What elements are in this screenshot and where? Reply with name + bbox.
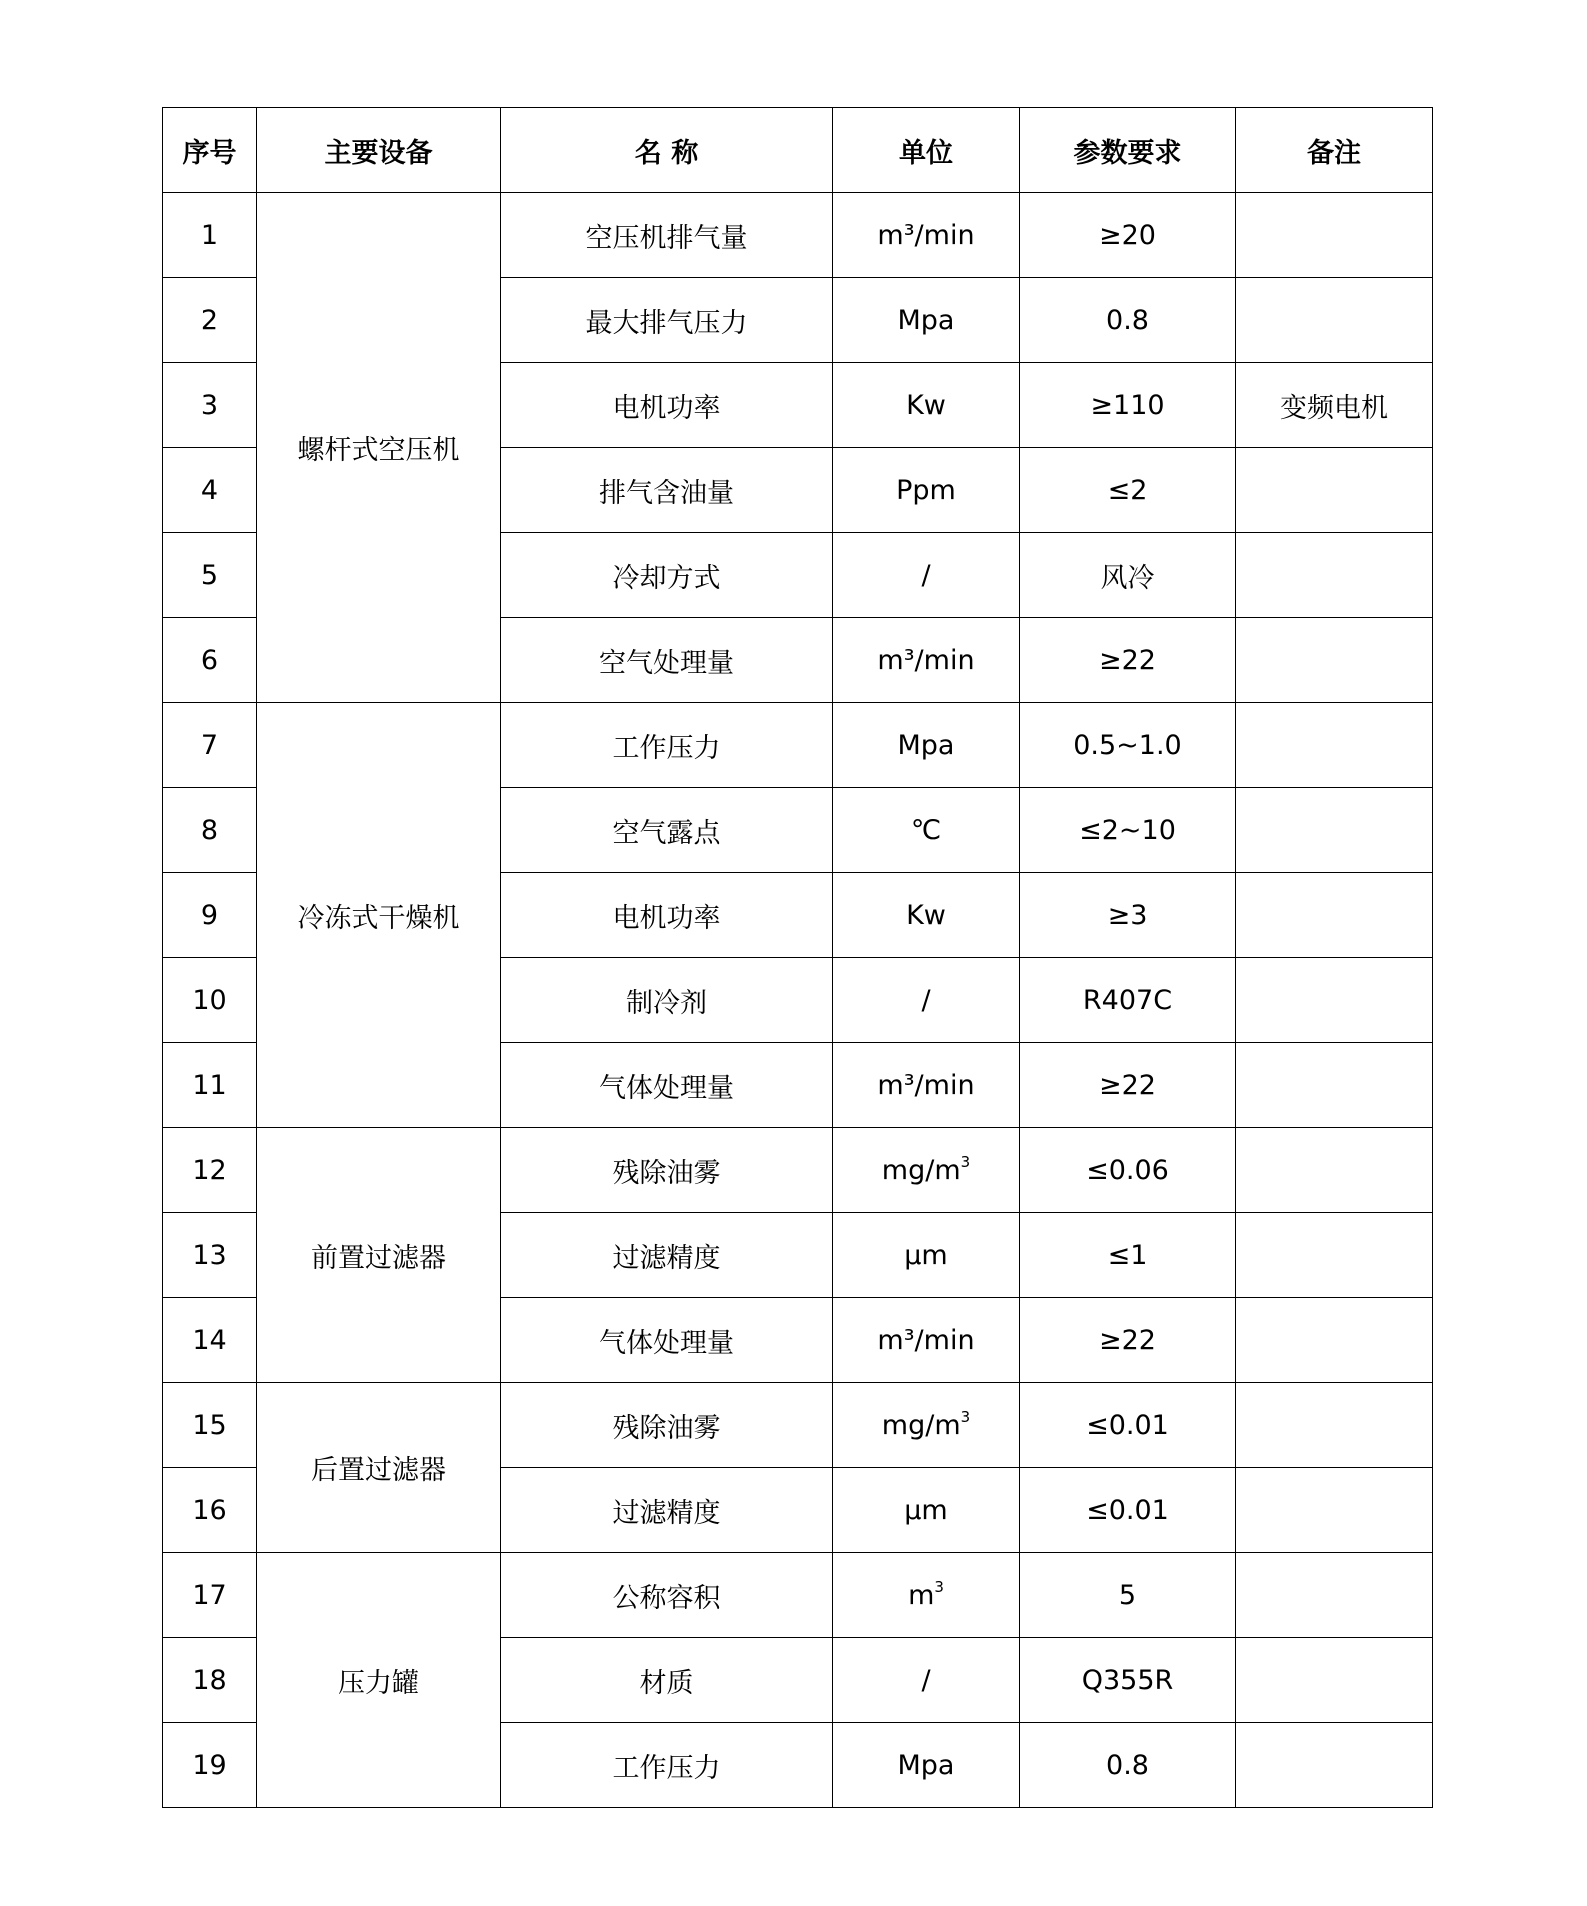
requirement-value: 0.8 bbox=[1020, 1723, 1236, 1808]
unit-cell bbox=[833, 958, 1020, 1043]
header-requirement: 参数要求 bbox=[1020, 108, 1236, 193]
parameter-name: 气体处理量 bbox=[501, 1043, 833, 1128]
requirement-value: ≥22 bbox=[1020, 1298, 1236, 1383]
unit-text: / bbox=[921, 559, 931, 591]
requirement-value: 5 bbox=[1020, 1553, 1236, 1638]
requirement-value: ≥110 bbox=[1020, 363, 1236, 448]
unit-text: Mpa bbox=[897, 729, 955, 761]
requirement-value: R407C bbox=[1020, 958, 1236, 1043]
unit-cell bbox=[833, 533, 1020, 618]
unit-cell bbox=[833, 618, 1020, 703]
parameter-name: 材质 bbox=[501, 1638, 833, 1723]
unit-text: m³/min bbox=[877, 1069, 975, 1101]
requirement-value: ≤1 bbox=[1020, 1213, 1236, 1298]
unit-cell bbox=[833, 363, 1020, 448]
table-body bbox=[163, 193, 1433, 1808]
unit-cell bbox=[833, 1298, 1020, 1383]
parameter-name: 残除油雾 bbox=[501, 1383, 833, 1468]
unit-cell bbox=[833, 278, 1020, 363]
unit-text: mg/m bbox=[881, 1409, 961, 1441]
equipment-cell: 压力罐 bbox=[257, 1553, 501, 1808]
row-index: 17 bbox=[163, 1553, 257, 1638]
unit-superscript: 3 bbox=[960, 1407, 971, 1426]
table-row bbox=[163, 703, 1433, 788]
remark-cell bbox=[1236, 873, 1433, 958]
table-row bbox=[163, 1128, 1433, 1213]
unit-cell bbox=[833, 1213, 1020, 1298]
unit-cell bbox=[833, 1638, 1020, 1723]
unit-cell bbox=[833, 1128, 1020, 1213]
unit-superscript: 3 bbox=[934, 1577, 944, 1596]
parameter-name: 最大排气压力 bbox=[501, 278, 833, 363]
row-index: 6 bbox=[163, 618, 257, 703]
table-row bbox=[163, 1383, 1433, 1468]
unit-text: Ppm bbox=[896, 474, 956, 506]
parameter-name: 公称容积 bbox=[501, 1553, 833, 1638]
remark-cell bbox=[1236, 1043, 1433, 1128]
remark-cell bbox=[1236, 1383, 1433, 1468]
row-index: 1 bbox=[163, 193, 257, 278]
unit-cell bbox=[833, 873, 1020, 958]
unit-text: Kw bbox=[906, 899, 946, 931]
equipment-cell: 冷冻式干燥机 bbox=[257, 703, 501, 1128]
requirement-value: ≥20 bbox=[1020, 193, 1236, 278]
parameter-name: 过滤精度 bbox=[501, 1213, 833, 1298]
unit-text: ℃ bbox=[910, 814, 942, 846]
unit-text: Kw bbox=[906, 389, 946, 421]
row-index: 15 bbox=[163, 1383, 257, 1468]
remark-cell bbox=[1236, 703, 1433, 788]
unit-cell bbox=[833, 448, 1020, 533]
remark-cell bbox=[1236, 193, 1433, 278]
requirement-value: ≥3 bbox=[1020, 873, 1236, 958]
remark-cell bbox=[1236, 1638, 1433, 1723]
spec-table bbox=[162, 107, 1433, 1808]
row-index: 7 bbox=[163, 703, 257, 788]
unit-text: / bbox=[921, 984, 931, 1016]
remark-cell bbox=[1236, 1553, 1433, 1638]
unit-cell bbox=[833, 1043, 1020, 1128]
requirement-value: Q355R bbox=[1020, 1638, 1236, 1723]
row-index: 14 bbox=[163, 1298, 257, 1383]
unit-cell bbox=[833, 788, 1020, 873]
row-index: 4 bbox=[163, 448, 257, 533]
unit-text: / bbox=[921, 1664, 931, 1696]
header-equipment: 主要设备 bbox=[257, 108, 501, 193]
equipment-cell: 后置过滤器 bbox=[257, 1383, 501, 1553]
unit-text: Mpa bbox=[897, 1749, 955, 1781]
row-index: 2 bbox=[163, 278, 257, 363]
requirement-value: ≥22 bbox=[1020, 618, 1236, 703]
remark-cell: 变频电机 bbox=[1236, 363, 1433, 448]
unit-text: Mpa bbox=[897, 304, 955, 336]
parameter-name: 工作压力 bbox=[501, 703, 833, 788]
unit-cell bbox=[833, 1723, 1020, 1808]
row-index: 10 bbox=[163, 958, 257, 1043]
header-index: 序号 bbox=[163, 108, 257, 193]
requirement-value: ≤0.01 bbox=[1020, 1383, 1236, 1468]
remark-cell bbox=[1236, 278, 1433, 363]
requirement-value: ≤2~10 bbox=[1020, 788, 1236, 873]
header-row bbox=[163, 108, 1433, 193]
remark-cell bbox=[1236, 618, 1433, 703]
header-name: 名 称 bbox=[501, 108, 833, 193]
unit-cell bbox=[833, 193, 1020, 278]
parameter-name: 冷却方式 bbox=[501, 533, 833, 618]
parameter-name: 气体处理量 bbox=[501, 1298, 833, 1383]
parameter-name: 过滤精度 bbox=[501, 1468, 833, 1553]
remark-cell bbox=[1236, 1213, 1433, 1298]
unit-superscript: 3 bbox=[960, 1152, 971, 1171]
row-index: 13 bbox=[163, 1213, 257, 1298]
remark-cell bbox=[1236, 788, 1433, 873]
requirement-value: 0.5~1.0 bbox=[1020, 703, 1236, 788]
row-index: 8 bbox=[163, 788, 257, 873]
unit-text: m³/min bbox=[877, 219, 975, 251]
unit-text: μm bbox=[904, 1494, 948, 1526]
table-row bbox=[163, 1553, 1433, 1638]
unit-text: m³/min bbox=[877, 1324, 975, 1356]
parameter-name: 制冷剂 bbox=[501, 958, 833, 1043]
requirement-value: ≤2 bbox=[1020, 448, 1236, 533]
row-index: 3 bbox=[163, 363, 257, 448]
requirement-value: ≤0.06 bbox=[1020, 1128, 1236, 1213]
parameter-name: 空气露点 bbox=[501, 788, 833, 873]
row-index: 19 bbox=[163, 1723, 257, 1808]
equipment-cell: 螺杆式空压机 bbox=[257, 193, 501, 703]
parameter-name: 电机功率 bbox=[501, 873, 833, 958]
remark-cell bbox=[1236, 533, 1433, 618]
parameter-name: 电机功率 bbox=[501, 363, 833, 448]
unit-text: m bbox=[908, 1579, 935, 1611]
row-index: 16 bbox=[163, 1468, 257, 1553]
remark-cell bbox=[1236, 1468, 1433, 1553]
row-index: 18 bbox=[163, 1638, 257, 1723]
remark-cell bbox=[1236, 448, 1433, 533]
header-remark: 备注 bbox=[1236, 108, 1433, 193]
table-row bbox=[163, 193, 1433, 278]
parameter-name: 工作压力 bbox=[501, 1723, 833, 1808]
unit-cell bbox=[833, 1383, 1020, 1468]
parameter-name: 空压机排气量 bbox=[501, 193, 833, 278]
remark-cell bbox=[1236, 958, 1433, 1043]
requirement-value: 0.8 bbox=[1020, 278, 1236, 363]
remark-cell bbox=[1236, 1723, 1433, 1808]
remark-cell bbox=[1236, 1298, 1433, 1383]
row-index: 9 bbox=[163, 873, 257, 958]
unit-text: μm bbox=[904, 1239, 948, 1271]
unit-text: m³/min bbox=[877, 644, 975, 676]
unit-cell bbox=[833, 1468, 1020, 1553]
requirement-value: ≤0.01 bbox=[1020, 1468, 1236, 1553]
row-index: 12 bbox=[163, 1128, 257, 1213]
unit-cell bbox=[833, 1553, 1020, 1638]
requirement-value: 风冷 bbox=[1020, 533, 1236, 618]
parameter-name: 空气处理量 bbox=[501, 618, 833, 703]
unit-cell bbox=[833, 703, 1020, 788]
header-unit: 单位 bbox=[833, 108, 1020, 193]
row-index: 11 bbox=[163, 1043, 257, 1128]
unit-text: mg/m bbox=[881, 1154, 961, 1186]
row-index: 5 bbox=[163, 533, 257, 618]
requirement-value: ≥22 bbox=[1020, 1043, 1236, 1128]
parameter-name: 残除油雾 bbox=[501, 1128, 833, 1213]
equipment-cell: 前置过滤器 bbox=[257, 1128, 501, 1383]
parameter-name: 排气含油量 bbox=[501, 448, 833, 533]
remark-cell bbox=[1236, 1128, 1433, 1213]
